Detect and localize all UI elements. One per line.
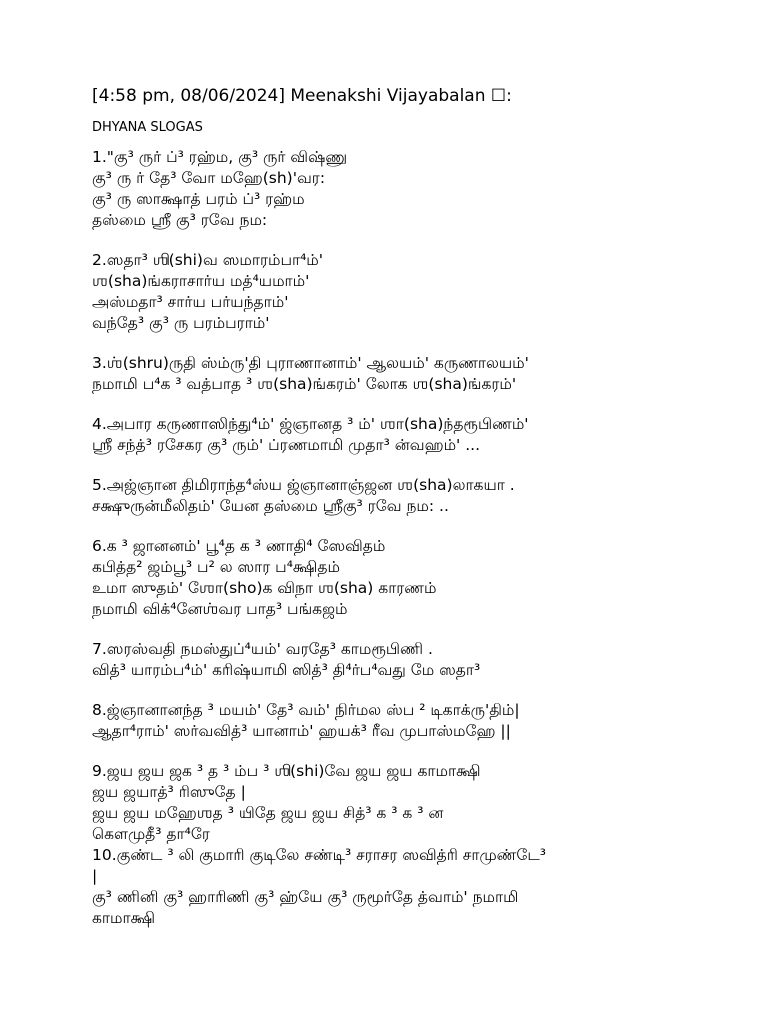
stanza-8	[92, 700, 732, 742]
verse-line: நமாமி ப⁴க ³ வத்பாத ³ ஶ(sha)ங்கரம்' லோக ஶ(sha)ங்கரம்'	[92, 375, 517, 393]
verse-line: 10.குண்ட ³ லி குமாரி குடிலே சண்டி³ சராசர ஸவித்ரி சாமுண்டே³	[92, 846, 546, 864]
stanza-1	[92, 147, 732, 231]
stanza-3	[92, 353, 732, 395]
verse-line: 2.ஸதா³ ஶி(shi)வ ஸமாரம்பா⁴ம்'	[92, 251, 324, 269]
message-header: [4:58 pm, 08/06/2024] Meenakshi Vijayabalan ☐:	[92, 86, 512, 106]
verse-line: ஜய ஜயாத்³ ரிஸுதே |	[92, 783, 246, 801]
verse-line: தஸ்மை ஶ்ரீ கு³ ரவே நம:	[92, 211, 268, 229]
verse-line: அஸ்மதா³ சார்ய பர்யந்தாம்'	[92, 293, 289, 311]
verse-line: வித்³ யாரம்ப⁴ம்' கரிஷ்யாமி ஸித்³ தி⁴ர்ப⁴வது மே ஸதா³	[92, 661, 481, 679]
stanza-10	[92, 845, 732, 929]
verse-line: 9.ஜய ஜய ஜக ³ த ³ ம்ப ³ ஶி(shi)வே ஜய ஜய காமாக்ஷி	[92, 762, 481, 780]
sloka-body	[92, 147, 732, 929]
verse-line: உமா ஸுதம்' ஶோ(sho)க விநா ஶ(sha) காரணம்	[92, 579, 437, 597]
verse-line: 3.ஶ்(shru)ருதி ஸ்ம்ரு'தி புராணானாம்' ஆலயம்' கருணாலயம்'	[92, 354, 529, 372]
document-title: DHYANA SLOGAS	[92, 120, 203, 135]
stanza-9	[92, 761, 732, 845]
verse-line: 7.ஸரஸ்வதி நமஸ்துப்⁴யம்' வரதே³ காமரூபிணி .	[92, 640, 433, 658]
verse-line: வந்தே³ கு³ ரு பரம்பராம்'	[92, 314, 270, 332]
verse-line: சக்ஷுருன்மீலிதம்' யேன தஸ்மை ஶ்ரீகு³ ரவே நம: ..	[92, 497, 449, 515]
stanza-5	[92, 475, 732, 517]
verse-line: |	[92, 867, 98, 885]
stanza-4	[92, 414, 732, 456]
verse-line: கு³ ரு ர் தே³ வோ மஹே(sh)'வர:	[92, 169, 326, 187]
verse-line: கௌமுதீ³ தா⁴ரே	[92, 825, 210, 843]
verse-line: காமாக்ஷி	[92, 909, 156, 927]
verse-line: ஶ்ரீ சந்த்³ ரசேகர கு³ ரும்' ப்ரணமாமி முதா³ ன்வஹம்' ...	[92, 436, 481, 454]
stanza-7	[92, 639, 732, 681]
verse-line: 4.அபார கருணாஸிந்து⁴ம்' ஜ்ஞானத ³ ம்' ஶா(sha)ந்தரூபிணம்'	[92, 415, 529, 433]
verse-line: 1."கு³ ருர் ப்³ ரஹ்ம, கு³ ருர் விஷ்ணு	[92, 148, 348, 166]
stanza-2	[92, 250, 732, 334]
verse-line: கபித்த² ஜம்பூ³ ப² ல ஸார ப⁴க்ஷிதம்	[92, 558, 340, 576]
verse-line: ஆதா⁴ராம்' ஸர்வவித்³ யானாம்' ஹயக்³ ரீவ முபாஸ்மஹே ||	[92, 722, 511, 740]
verse-line: கு³ ணினி கு³ ஹாரிணி கு³ ஹ்யே கு³ ருமூர்தே த்வாம்' நமாமி	[92, 888, 519, 906]
verse-line: 6.க ³ ஜானனம்' பூ⁴த க ³ ணாதி⁴ ஸேவிதம்	[92, 537, 386, 555]
verse-line: 8.ஜ்ஞானானந்த ³ மயம்' தே³ வம்' நிர்மல ஸ்ப ² டிகாக்ரு'திம்|	[92, 701, 520, 719]
verse-line: ஶ(sha)ங்கராசார்ய மத்⁴யமாம்'	[92, 272, 310, 290]
verse-line: ஜய ஜய மஹேஶத ³ யிதே ஜய ஜய சித்³ க ³ க ³ ன	[92, 804, 444, 822]
verse-line: நமாமி விக்⁴னேஶ்வர பாத³ பங்கஜம்	[92, 600, 348, 618]
verse-line: 5.அஜ்ஞான திமிராந்த⁴ஸ்ய ஜ்ஞானாஞ்ஜன ஶ(sha)லாகயா .	[92, 476, 515, 494]
stanza-6	[92, 536, 732, 620]
verse-line: கு³ ரு ஸாக்ஷாத் பரம் ப்³ ரஹ்ம	[92, 190, 305, 208]
